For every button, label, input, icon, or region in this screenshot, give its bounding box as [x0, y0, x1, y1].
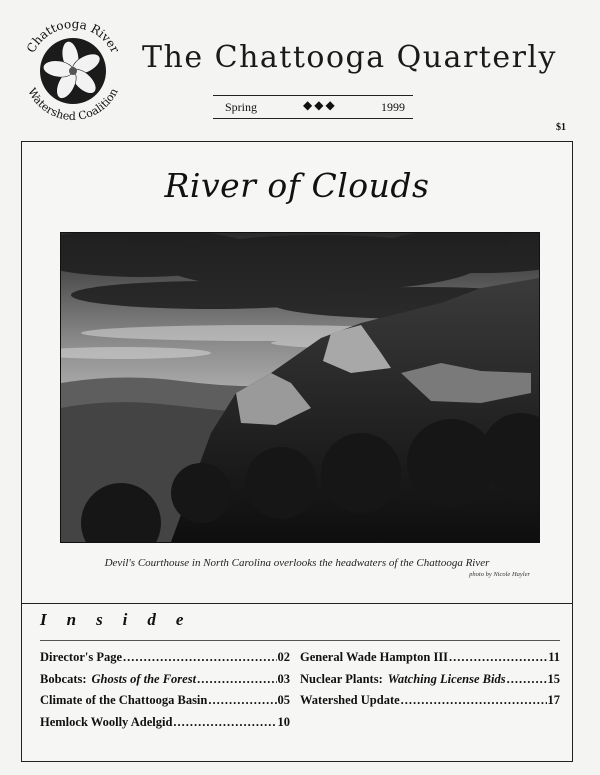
- toc-item[interactable]: [300, 693, 560, 715]
- toc-leader: [173, 715, 276, 730]
- toc-page: 11: [548, 650, 560, 664]
- logo-ring-bottom: Watershed Coalition: [25, 85, 121, 124]
- toc-page: 17: [547, 693, 560, 707]
- toc-subtitle: Watching License Bids: [387, 671, 506, 686]
- toc-title: Watershed Update: [300, 693, 400, 707]
- photo-credit: photo by Nicole Hayler: [469, 571, 530, 578]
- cover-photo: [60, 232, 540, 543]
- toc-leader: [208, 693, 276, 708]
- inside-divider: [40, 640, 560, 641]
- toc-title: Director's Page: [40, 650, 123, 664]
- toc-left-column: [40, 650, 290, 736]
- price: $1: [556, 122, 566, 133]
- toc-item[interactable]: [40, 693, 290, 715]
- toc-item[interactable]: [40, 672, 290, 694]
- toc-title: General Wade Hampton III: [300, 650, 449, 664]
- toc-page: 15: [547, 671, 560, 686]
- logo-ring-top: Chattooga River: [23, 16, 123, 56]
- toc-title: Hemlock Woolly Adelgid: [40, 714, 173, 729]
- cover-headline: River of Clouds: [164, 166, 430, 205]
- toc-leader: [401, 693, 547, 708]
- inside-toc: [22, 603, 572, 729]
- toc-title: Bobcats:: [40, 671, 87, 686]
- toc-item[interactable]: [300, 650, 560, 672]
- toc-subtitle: Ghosts of the Forest: [91, 671, 197, 686]
- toc-page: 03: [277, 671, 290, 686]
- toc-page: 05: [277, 693, 290, 707]
- masthead-title: The Chattooga Quarterly: [142, 40, 557, 75]
- toc-leader: [123, 650, 276, 665]
- toc-leader: [449, 650, 547, 665]
- inside-heading: Inside: [40, 610, 204, 629]
- coalition-logo: [16, 14, 130, 128]
- toc-page: 02: [277, 650, 290, 664]
- toc-leader: [197, 672, 276, 687]
- diamond-ornament-icon: ◆◆◆: [303, 98, 337, 112]
- toc-item[interactable]: [40, 715, 290, 737]
- toc-item[interactable]: [40, 650, 290, 672]
- issue-season: Spring: [225, 100, 258, 114]
- toc-title: Nuclear Plants:: [300, 671, 383, 686]
- cover-frame: [21, 141, 573, 762]
- toc-page: 10: [277, 714, 290, 729]
- toc-leader: [507, 672, 547, 687]
- toc-item[interactable]: [300, 672, 560, 694]
- toc-right-column: [300, 650, 560, 715]
- issue-bar: [213, 95, 413, 119]
- photo-caption: Devil's Courthouse in North Carolina overlooks the headwaters of the Chattooga River: [104, 557, 490, 569]
- toc-title: Climate of the Chattooga Basin: [40, 693, 208, 707]
- issue-year: 1999: [381, 100, 405, 114]
